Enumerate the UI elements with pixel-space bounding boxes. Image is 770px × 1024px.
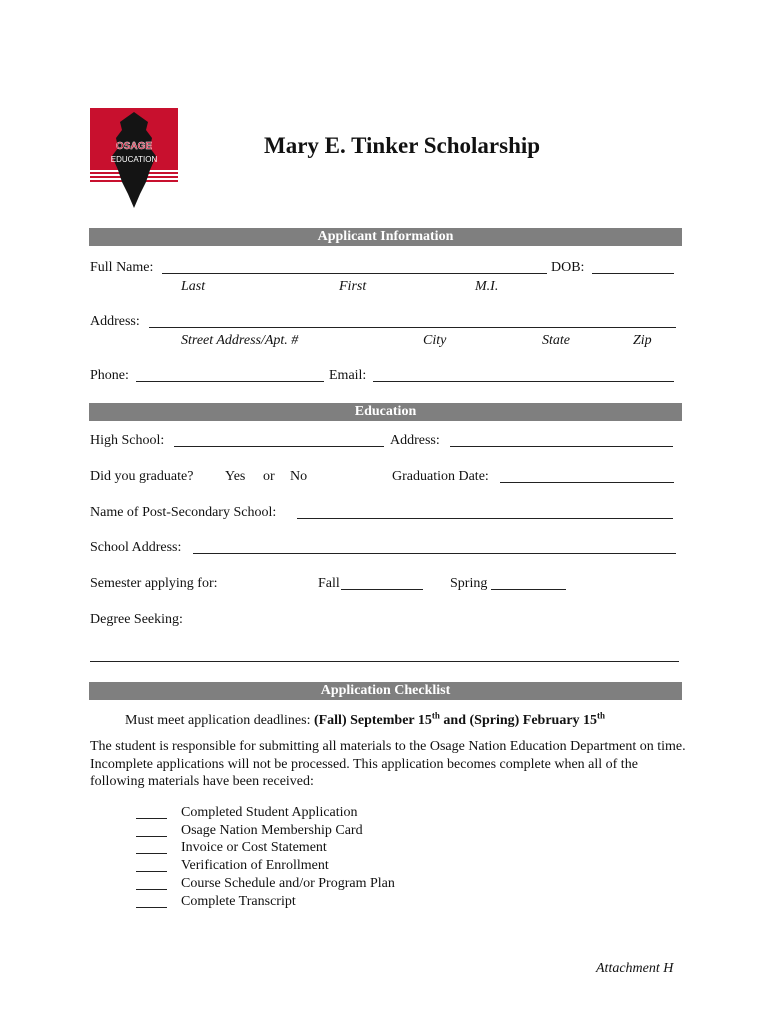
city-caption: City <box>423 333 447 348</box>
section-header-checklist: Application Checklist <box>89 682 682 700</box>
post-secondary-label: Name of Post-Secondary School: <box>90 505 277 520</box>
address-label: Address: <box>90 314 140 329</box>
graduation-date-label: Graduation Date: <box>392 469 489 484</box>
checklist-item-label: Completed Student Application <box>181 805 358 820</box>
deadline-spring: and (Spring) February 15 <box>439 713 598 728</box>
high-school-label: High School: <box>90 433 165 448</box>
deadline-spring-sup: th <box>597 710 606 721</box>
section-header-applicant: Applicant Information <box>89 228 682 246</box>
phone-label: Phone: <box>90 368 129 383</box>
svg-text:OSAGE: OSAGE <box>115 141 153 152</box>
high-school-field[interactable] <box>174 446 384 447</box>
checklist-item-label: Invoice or Cost Statement <box>181 840 327 855</box>
state-caption: State <box>542 333 570 348</box>
email-field[interactable] <box>373 381 674 382</box>
full-name-field[interactable] <box>162 273 547 274</box>
checklist-item-label: Osage Nation Membership Card <box>181 823 363 838</box>
arrowhead-icon <box>90 108 180 210</box>
checklist-blank[interactable] <box>136 907 167 908</box>
checklist-blank[interactable] <box>136 836 167 837</box>
checklist-item-label: Verification of Enrollment <box>181 858 329 873</box>
checklist-item-label: Course Schedule and/or Program Plan <box>181 876 395 891</box>
email-label: Email: <box>329 368 367 383</box>
checklist-blank[interactable] <box>136 871 167 872</box>
responsibility-paragraph: The student is responsible for submitting all materials to the Osage Nation Education Department on time. Incomplete applications will not be processed. This application becomes complete when all of the following materials have been received: <box>90 739 686 789</box>
checklist-blank[interactable] <box>136 818 167 819</box>
post-secondary-field[interactable] <box>297 518 673 519</box>
deadline-statement <box>125 710 606 729</box>
checklist-blank[interactable] <box>136 853 167 854</box>
last-caption: Last <box>181 279 206 294</box>
first-caption: First <box>339 279 367 294</box>
osage-education-logo <box>90 108 180 210</box>
fall-field[interactable] <box>341 589 423 590</box>
graduate-no-option[interactable]: No <box>290 469 308 484</box>
svg-text:EDUCATION: EDUCATION <box>110 155 158 164</box>
checklist-blank[interactable] <box>136 889 167 890</box>
hs-address-field[interactable] <box>450 446 673 447</box>
mi-caption: M.I. <box>475 279 499 294</box>
semester-label: Semester applying for: <box>90 576 218 591</box>
deadline-fall: (Fall) September 15 <box>313 713 432 728</box>
phone-field[interactable] <box>136 381 324 382</box>
zip-caption: Zip <box>633 333 652 348</box>
graduate-yes-option[interactable]: Yes <box>225 469 246 484</box>
hs-address-label: Address: <box>390 433 440 448</box>
deadline-prefix: Must meet application deadlines: <box>125 713 314 728</box>
school-address-field[interactable] <box>193 553 676 554</box>
graduation-date-field[interactable] <box>500 482 674 483</box>
page-title: Mary E. Tinker Scholarship <box>264 133 541 158</box>
address-field[interactable] <box>149 327 676 328</box>
deadline-fall-sup: th <box>431 710 440 721</box>
checklist-item-label: Complete Transcript <box>181 894 296 909</box>
graduate-or-text: or <box>263 469 275 484</box>
dob-label: DOB: <box>551 260 585 275</box>
school-address-label: School Address: <box>90 540 182 555</box>
dob-field[interactable] <box>592 273 674 274</box>
section-header-education: Education <box>89 403 682 421</box>
graduate-question: Did you graduate? <box>90 469 194 484</box>
degree-seeking-field[interactable] <box>90 661 679 662</box>
spring-field[interactable] <box>491 589 566 590</box>
attachment-label: Attachment H <box>596 961 674 976</box>
degree-seeking-label: Degree Seeking: <box>90 612 183 627</box>
street-caption: Street Address/Apt. # <box>181 333 299 348</box>
full-name-label: Full Name: <box>90 260 154 275</box>
spring-label: Spring <box>450 576 488 591</box>
fall-label: Fall <box>318 576 340 591</box>
